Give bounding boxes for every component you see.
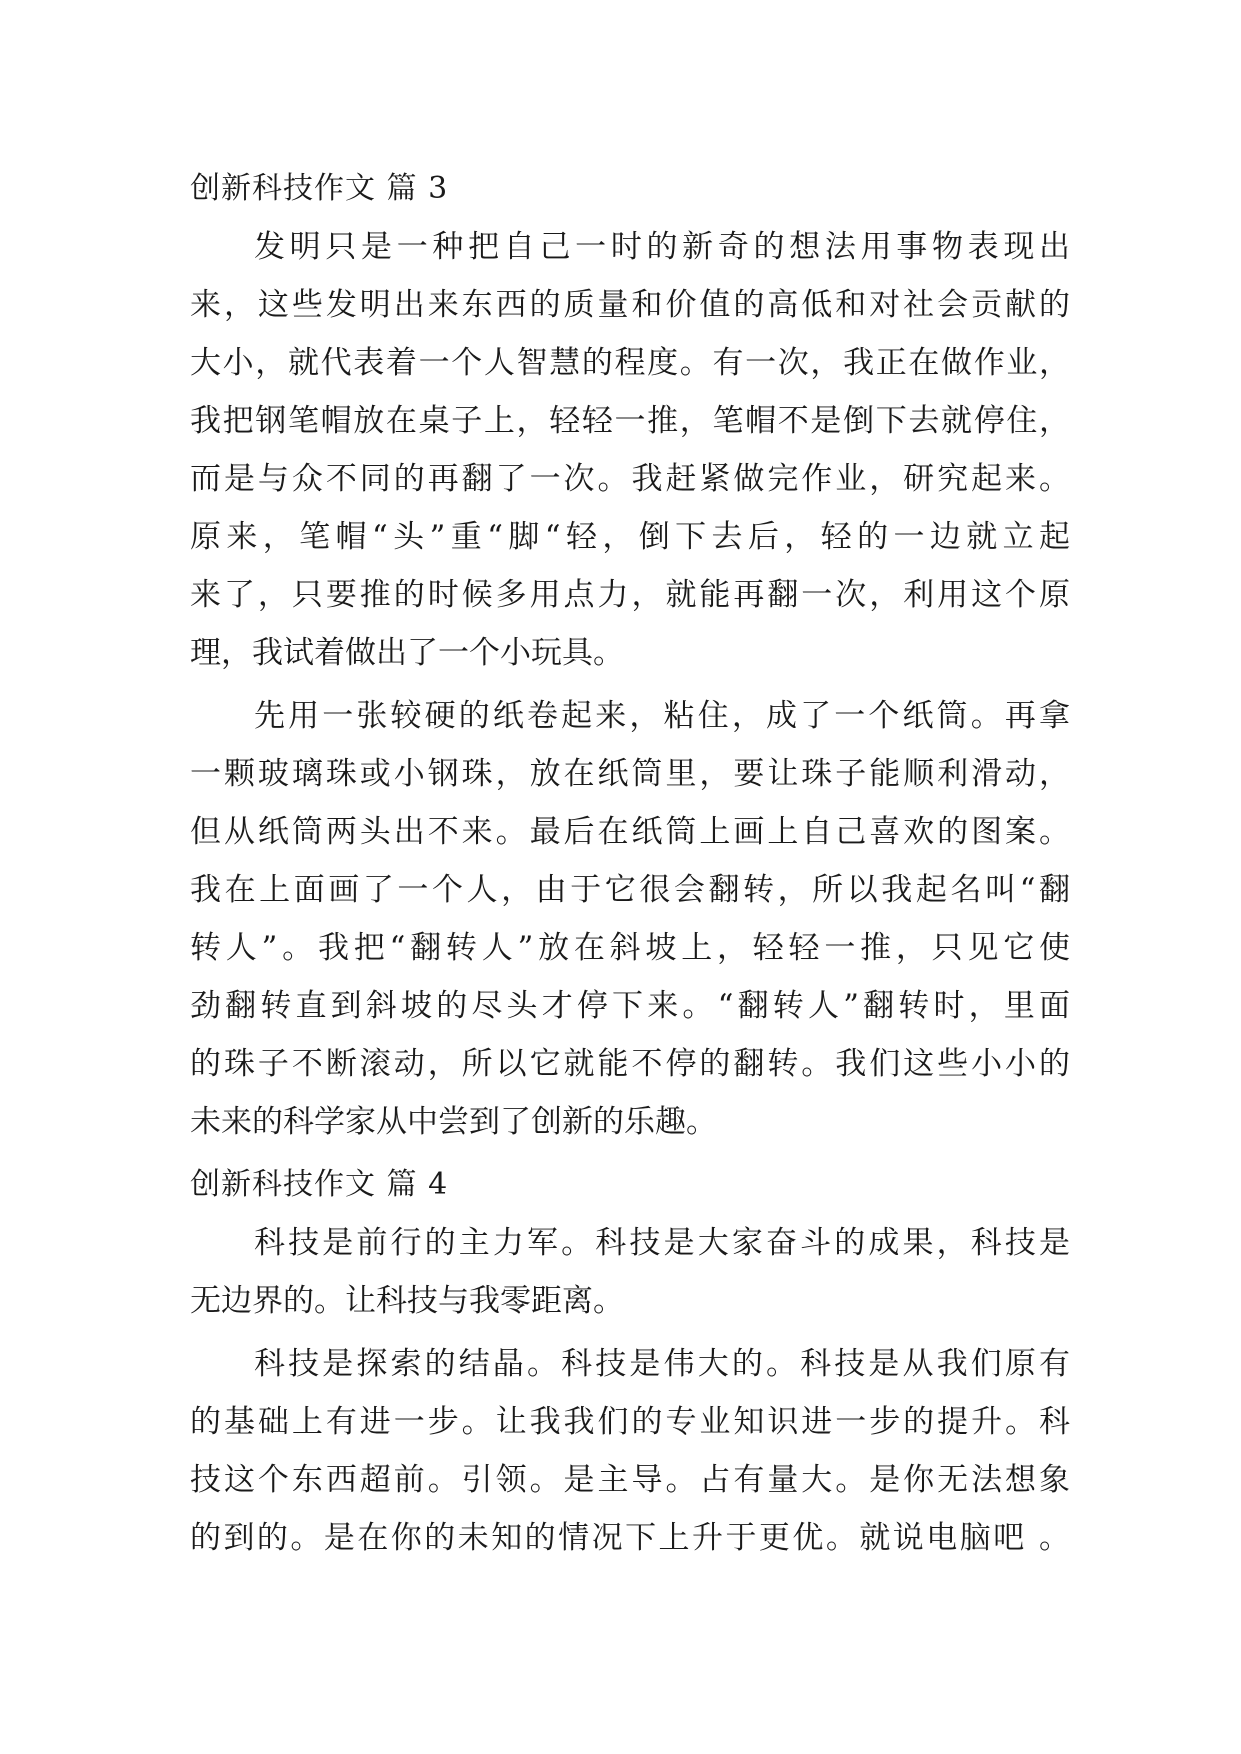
text-line: 我把钢笔帽放在桌子上，轻轻一推，笔帽不是倒下去就停住， (190, 403, 1070, 439)
text-line: 的珠子不断滚动，所以它就能不停的翻转。我们这些小小的 (190, 1046, 1070, 1082)
text-line: 理，我试着做出了一个小玩具。 (190, 635, 624, 671)
text-line: 转人”。我把“翻转人”放在斜坡上，轻轻一推，只见它使 (190, 930, 1070, 966)
text-line: 无边界的。让科技与我零距离。 (190, 1283, 624, 1319)
text-line: 先用一张较硬的纸卷起来，粘住，成了一个纸筒。再拿 (254, 698, 1070, 734)
text-line: 来了，只要推的时候多用点力，就能再翻一次，利用这个原 (190, 577, 1070, 613)
text-line: 未来的科学家从中尝到了创新的乐趣。 (190, 1104, 717, 1140)
paragraph (190, 1335, 1070, 1567)
text-line: 而是与众不同的再翻了一次。我赶紧做完作业，研究起来。 (190, 461, 1070, 497)
text-line: 发明只是一种把自己一时的新奇的想法用事物表现出 (254, 229, 1070, 265)
paragraph (190, 218, 1070, 682)
text-line: 一颗玻璃珠或小钢珠，放在纸筒里，要让珠子能顺利滑动， (190, 756, 1070, 792)
text-line: 来，这些发明出来东西的质量和价值的高低和对社会贡献的 (190, 287, 1070, 323)
text-line: 科技是探索的结晶。科技是伟大的。科技是从我们原有 (254, 1346, 1070, 1382)
text-line: 劲翻转直到斜坡的尽头才停下来。“翻转人”翻转时，里面 (190, 988, 1070, 1024)
text-line: 大小，就代表着一个人智慧的程度。有一次，我正在做作业， (190, 345, 1070, 381)
text-line: 原来，笔帽“头”重“脚“轻，倒下去后，轻的一边就立起 (190, 519, 1070, 555)
text-line: 的到的。是在你的未知的情况下上升于更优。就说电脑吧 。 (190, 1520, 1070, 1556)
paragraph (190, 687, 1070, 1151)
text-line: 但从纸筒两头出不来。最后在纸筒上画上自己喜欢的图案。 (190, 814, 1070, 850)
section-heading: 创新科技作文 篇 3 (190, 171, 449, 206)
text-line: 我在上面画了一个人，由于它很会翻转，所以我起名叫“翻 (190, 872, 1070, 908)
text-line: 科技是前行的主力军。科技是大家奋斗的成果，科技是 (254, 1225, 1070, 1261)
paragraph (190, 1214, 1070, 1330)
section-heading: 创新科技作文 篇 4 (190, 1167, 449, 1202)
text-line: 技这个东西超前。引领。是主导。占有量大。是你无法想象 (190, 1462, 1070, 1498)
text-line: 的基础上有进一步。让我我们的专业知识进一步的提升。科 (190, 1404, 1070, 1440)
document-body (190, 160, 1070, 1572)
